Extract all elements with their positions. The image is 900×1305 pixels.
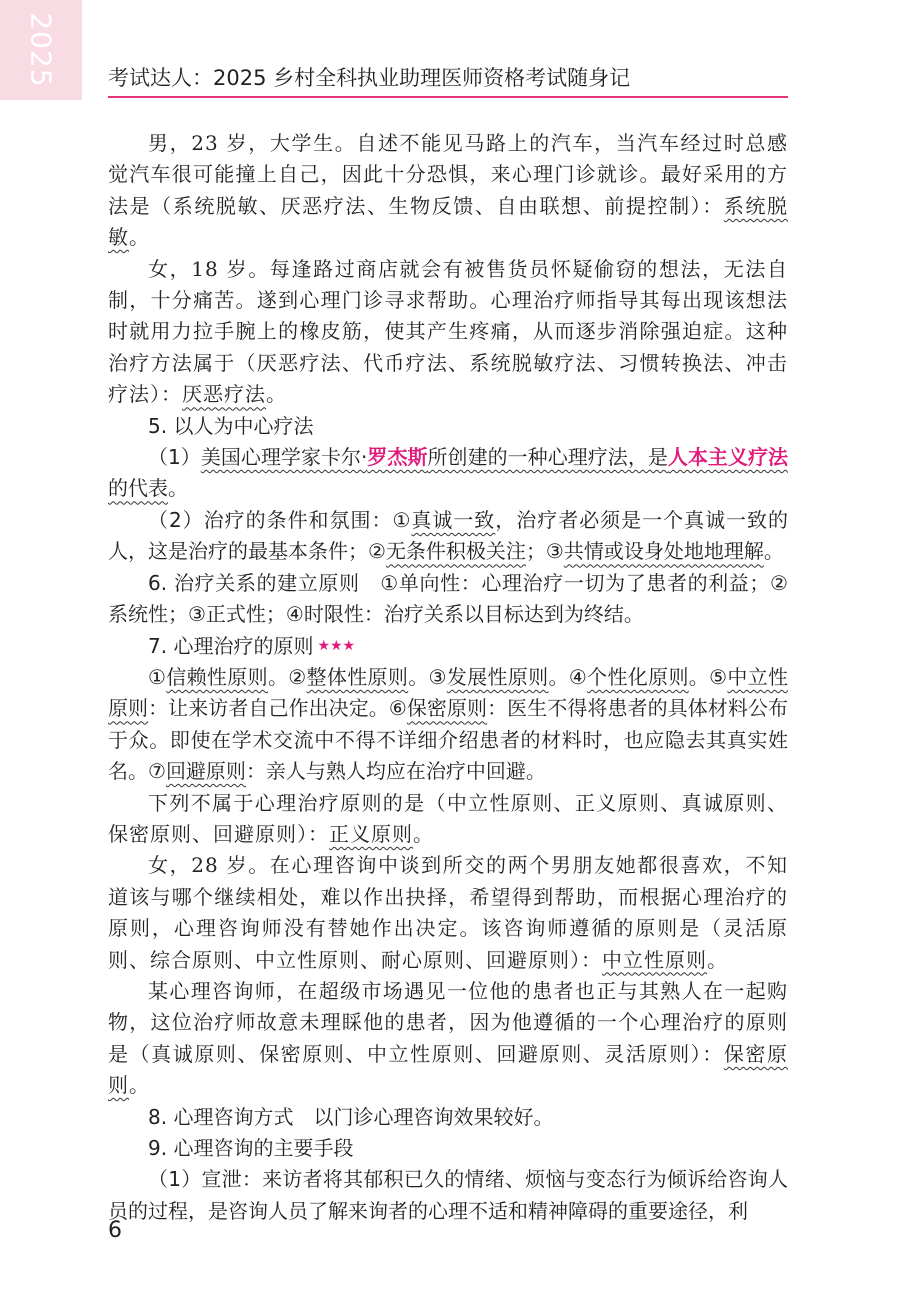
- text-run: 。: [763, 539, 784, 564]
- text-run: （1）: [148, 445, 201, 470]
- text-run: 。: [413, 821, 434, 846]
- text-run: 6. 治疗关系的建立原则 ①单向性：心理治疗一切为了患者的利益；②系统性；③正式性；④时限性：治疗关系以目标达到为终结。: [108, 570, 788, 627]
- text-run: ①: [148, 664, 167, 689]
- highlighted-term: 罗杰斯: [367, 445, 428, 470]
- importance-stars: ★★★: [317, 637, 356, 654]
- underlined-answer: 保密原则: [406, 696, 488, 721]
- body-paragraph: [108, 631, 788, 662]
- text-run: ；③: [525, 539, 564, 564]
- underlined-answer: 共情或设身处地地理解: [563, 539, 764, 564]
- underlined-answer: 保密原则: [108, 1041, 789, 1098]
- text-run: 男，23 岁，大学生。自述不能见马路上的汽车，当汽车经过时总感觉汽车很可能撞上自己，因此十分恐惧，来心理门诊就诊。最好采用的方法是（系统脱敏、厌恶疗法、生物反馈、自由联想、前提控制）：: [108, 131, 788, 218]
- underlined-answer: 信赖性原则: [166, 664, 268, 689]
- body-paragraph: [108, 568, 788, 631]
- highlighted-term: 人本主义疗法: [667, 445, 789, 470]
- underlined-answer: 发展性原则: [446, 664, 549, 689]
- text-run: 。④: [548, 664, 588, 689]
- body-paragraph: [108, 1164, 788, 1227]
- body-paragraph: [108, 411, 788, 442]
- underlined-answer: 美国心理学家卡尔·: [200, 445, 368, 470]
- body-paragraph: [108, 1102, 788, 1133]
- text-run: 5. 以人为中心疗法: [148, 413, 314, 438]
- text-run: 。: [129, 1073, 150, 1098]
- exam-question-paragraph: [108, 254, 788, 411]
- underlined-answer: 厌恶疗法: [182, 382, 266, 407]
- exam-question-paragraph: [108, 850, 788, 976]
- running-header: 考试达人：2025 乡村全科执业助理医师资格考试随身记: [108, 66, 631, 90]
- header-rule: [108, 96, 788, 98]
- text-run: ：亲人与熟人均应在治疗中回避。: [245, 759, 546, 784]
- text-run: 。: [707, 947, 728, 972]
- text-run: 。②: [267, 664, 307, 689]
- underlined-answer: 回避原则: [165, 759, 246, 784]
- text-run: 。: [129, 225, 150, 250]
- text-run: 9. 心理咨询的主要手段: [148, 1136, 354, 1160]
- text-run: 8. 心理咨询方式 以门诊心理咨询效果较好。: [148, 1104, 554, 1129]
- underlined-answer: 整体性原则: [306, 664, 409, 689]
- underlined-answer: 真诚一致: [411, 507, 496, 532]
- text-run: 某心理咨询师，在超级市场遇见一位他的患者也正与其熟人在一起购物，这位治疗师故意未理睬他的患者，因为他遵循的一个心理治疗的原则是（真诚原则、保密原则、中立性原则、回避原则、灵活原则）：: [108, 978, 788, 1066]
- underlined-answer: 中立性原则: [602, 947, 707, 972]
- body-paragraph: [108, 662, 788, 788]
- underlined-answer: 无条件积极关注: [385, 539, 526, 564]
- body-paragraph: [108, 1133, 788, 1164]
- page-body: [108, 128, 788, 1227]
- text-run: 。: [266, 382, 287, 407]
- side-year-tab: [0, 0, 82, 100]
- underlined-answer: 的代表: [108, 476, 168, 501]
- text-run: 女，28 岁。在心理咨询中谈到所交的两个男朋友她都很喜欢，不知道该与哪个继续相处，难以作出抉择，希望得到帮助，而根据心理治疗的原则，心理咨询师没有替她作出决定。该咨询师遵循的原则是（灵活原则、综合原则、中立性原则、耐心原则、回避原则）：: [108, 853, 788, 972]
- underlined-answer: 正义原则: [329, 821, 413, 846]
- exam-question-paragraph: [108, 128, 788, 254]
- exam-question-paragraph: [108, 788, 788, 851]
- body-paragraph: [108, 442, 788, 505]
- text-run: 。⑤: [688, 664, 728, 689]
- text-run: ：让来访者自己作出决定。⑥: [148, 696, 407, 721]
- text-run: 。: [168, 476, 188, 501]
- underlined-answer: 个性化原则: [587, 664, 689, 689]
- text-run: 下列不属于心理治疗原则的是（中立性原则、正义原则、真诚原则、保密原则、回避原则）：: [108, 790, 788, 846]
- exam-question-paragraph: [108, 976, 788, 1102]
- text-run: （2）治疗的条件和氛围：①: [148, 507, 412, 532]
- underlined-answer: 所创建的一种心理疗法，是: [427, 445, 668, 470]
- body-paragraph: [108, 505, 788, 568]
- text-run: 。③: [408, 664, 447, 689]
- text-run: ，治疗者必须是一个真诚一致的人，这是治疗的最基本条件；②: [108, 507, 789, 564]
- underlined-answer: 中立性原则: [108, 664, 789, 721]
- text-run: （1）宣泄：来访者将其郁积已久的情绪、烦恼与变态行为倾诉给咨询人员的过程，是咨询人员了解来询者的心理不适和精神障碍的重要途径，利: [108, 1167, 788, 1223]
- side-year-label: 2025: [24, 12, 58, 88]
- text-run: ：医生不得将患者的具体材料公布于众。即使在学术交流中不得不详细介绍患者的材料时，也应隐去其真实姓名。⑦: [108, 696, 788, 784]
- page-number: 6: [108, 1218, 122, 1243]
- text-run: 7. 心理治疗的原则: [148, 633, 314, 658]
- underlined-answer: 系统脱敏: [108, 193, 789, 250]
- text-run: 女，18 岁。每逢路过商店就会有被售货员怀疑偷窃的想法，无法自制，十分痛苦。遂到心理门诊寻求帮助。心理治疗师指导其每出现该想法时就用力拉手腕上的橡皮筋，使其产生疼痛，从而逐步消除强迫症。这种治疗方法属于（厌恶疗法、代币疗法、系统脱敏疗法、习惯转换法、冲击疗法）：: [108, 256, 788, 407]
